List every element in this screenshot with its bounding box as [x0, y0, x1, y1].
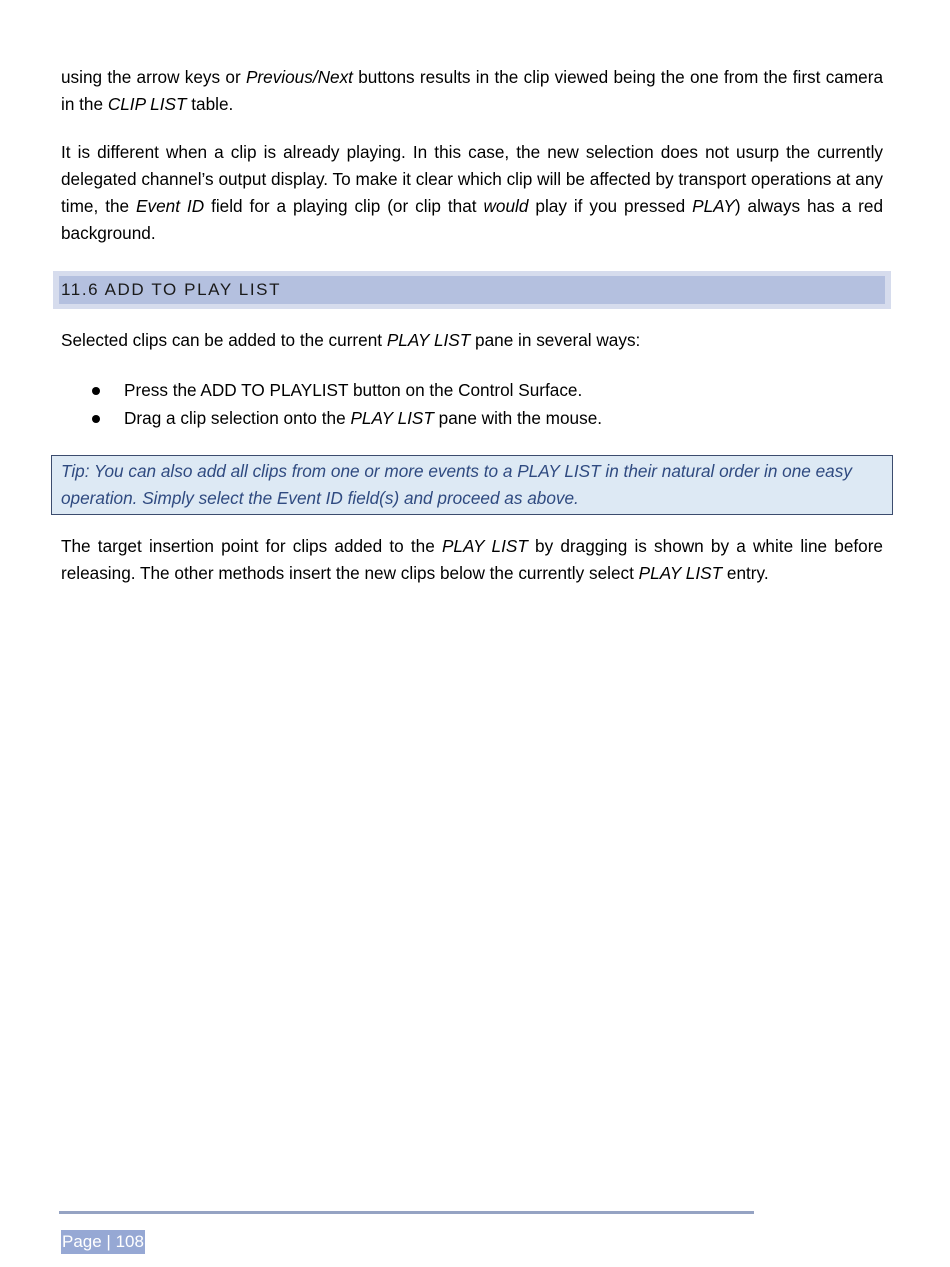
body-paragraph-arrow-keys [61, 64, 883, 118]
tip-callout-box [51, 455, 893, 515]
text-run: by dragging is shown by a white line before releasing. The other methods insert the new clips below the currently select [61, 536, 883, 583]
text-run: It is different when a clip is already playing. In this case, the new selection does not usurp the currently delegated channel’s output display. To make it clear which clip will be affected by transport operations at any time, the [61, 142, 883, 216]
text-run: buttons results in the clip viewed being the one from the first camera in the [61, 67, 883, 114]
body-paragraph-insertion-point [61, 533, 883, 587]
list-item [61, 404, 883, 432]
section-heading: 11.6 ADD TO PLAY LIST [59, 276, 885, 304]
italic-run: Event ID [136, 196, 205, 216]
italic-run: PLAY LIST [386, 330, 471, 350]
footer-rule [59, 1211, 754, 1214]
italic-run: PLAY LIST [441, 536, 528, 556]
italic-run: Previous/Next [245, 67, 353, 87]
italic-run: would [483, 196, 529, 216]
text-run: using the arrow keys or [61, 67, 246, 87]
text-run: Selected clips can be added to the current [61, 330, 387, 350]
text-run: pane with the mouse. [433, 408, 603, 428]
text-run: The target insertion point for clips added to the [61, 536, 442, 556]
body-paragraph-selected-clips [61, 327, 883, 354]
text-run: table. [186, 94, 234, 114]
italic-run: PLAY LIST [638, 563, 723, 583]
section-heading-band [53, 271, 891, 309]
page-number-label: Page | 108 [61, 1230, 145, 1254]
bullet-list [61, 376, 883, 432]
tip-text: Tip: You can also add all clips from one or more events to a PLAY LIST in their natural order in one easy operation. Simply select the Event ID field(s) and proceed as above. [61, 461, 852, 508]
body-paragraph-clip-playing [61, 139, 883, 247]
list-item-text: Press the ADD TO PLAYLIST button on the Control Surface. [124, 380, 583, 400]
italic-run: CLIP LIST [107, 94, 187, 114]
italic-run: PLAY [692, 196, 735, 216]
text-run: play if you pressed [528, 196, 693, 216]
list-item [61, 376, 883, 404]
text-run: entry. [722, 563, 769, 583]
text-run: pane in several ways: [470, 330, 641, 350]
bullet-icon [92, 415, 100, 423]
text-run: Drag a clip selection onto the [124, 408, 351, 428]
text-run: ) always has a red background. [61, 196, 883, 243]
text-run: field for a playing clip (or clip that [204, 196, 484, 216]
italic-run: PLAY LIST [350, 408, 434, 428]
bullet-icon [92, 387, 100, 395]
